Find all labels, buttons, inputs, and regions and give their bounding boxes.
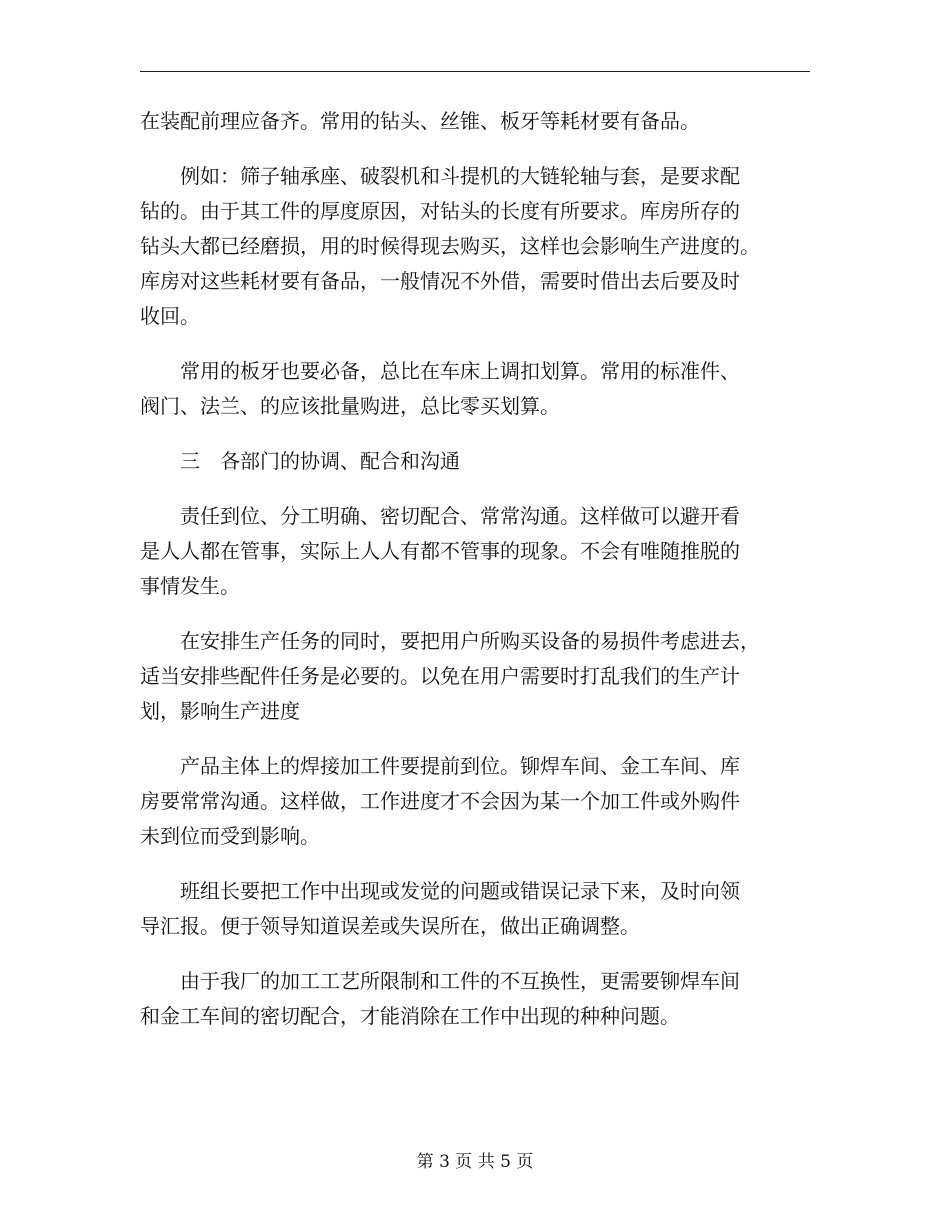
- paragraph-6: [140, 624, 820, 729]
- paragraph-line: 阀门、法兰、的应该批量购进，总比零买划算。: [140, 394, 560, 418]
- paragraph-2: [140, 159, 820, 334]
- paragraph-line: 导汇报。便于领导知道误差或失误所在，做出正确调整。: [140, 914, 640, 938]
- paragraph-line: 和金工车间的密切配合，才能消除在工作中出现的种种问题。: [140, 1004, 680, 1028]
- section-heading: [140, 444, 820, 479]
- paragraph-line: 未到位而受到影响。: [140, 824, 320, 848]
- paragraph-line: 班组长要把工作中出现或发觉的问题或错误记录下来，及时向领: [180, 879, 740, 903]
- paragraph-line: 由于我厂的加工工艺所限制和工件的不互换性，更需要铆焊车间: [180, 969, 740, 993]
- paragraph-line: 钻头大都已经磨损，用的时候得现去购买，这样也会影响生产进度的。: [140, 234, 760, 258]
- header-rule: [140, 71, 810, 72]
- paragraph-line: 适当安排些配件任务是必要的。以免在用户需要时打乱我们的生产计: [140, 664, 740, 688]
- paragraph-3: [140, 354, 820, 424]
- page-number-footer: 第 3 页 共 5 页: [416, 1152, 534, 1172]
- paragraph-line: 例如：筛子轴承座、破裂机和斗提机的大链轮轴与套，是要求配: [180, 164, 740, 188]
- document-body: [140, 104, 820, 1034]
- paragraph-line: 是人人都在管事，实际上人人有都不管事的现象。不会有唯随推脱的: [140, 539, 740, 563]
- paragraph-line: 责任到位、分工明确、密切配合、常常沟通。这样做可以避开看: [180, 504, 740, 528]
- paragraph-line: 划，影响生产进度: [140, 699, 300, 723]
- paragraph-line: 房要常常沟通。这样做，工作进度才不会因为某一个加工件或外购件: [140, 789, 740, 813]
- paragraph-7: [140, 749, 820, 854]
- paragraph-line: 在装配前理应备齐。常用的钻头、丝锥、板牙等耗材要有备品。: [140, 109, 700, 133]
- paragraph-line: 产品主体上的焊接加工件要提前到位。铆焊车间、金工车间、库: [180, 754, 740, 778]
- paragraph-line: 库房对这些耗材要有备品，一般情况不外借，需要时借出去后要及时: [140, 269, 740, 293]
- paragraph-line: 收回。: [140, 304, 200, 328]
- paragraph-5: [140, 499, 820, 604]
- paragraph-1: [140, 104, 820, 139]
- paragraph-line: 钻的。由于其工件的厚度原因，对钻头的长度有所要求。库房所存的: [140, 199, 740, 223]
- paragraph-line: 事情发生。: [140, 574, 240, 598]
- section-heading-text: 三 各部门的协调、配合和沟通: [180, 449, 460, 473]
- paragraph-8: [140, 874, 820, 944]
- paragraph-line: 在安排生产任务的同时，要把用户所购买设备的易损件考虑进去，: [180, 629, 760, 653]
- paragraph-line: 常用的板牙也要必备，总比在车床上调扣划算。常用的标准件、: [180, 359, 740, 383]
- paragraph-9: [140, 964, 820, 1034]
